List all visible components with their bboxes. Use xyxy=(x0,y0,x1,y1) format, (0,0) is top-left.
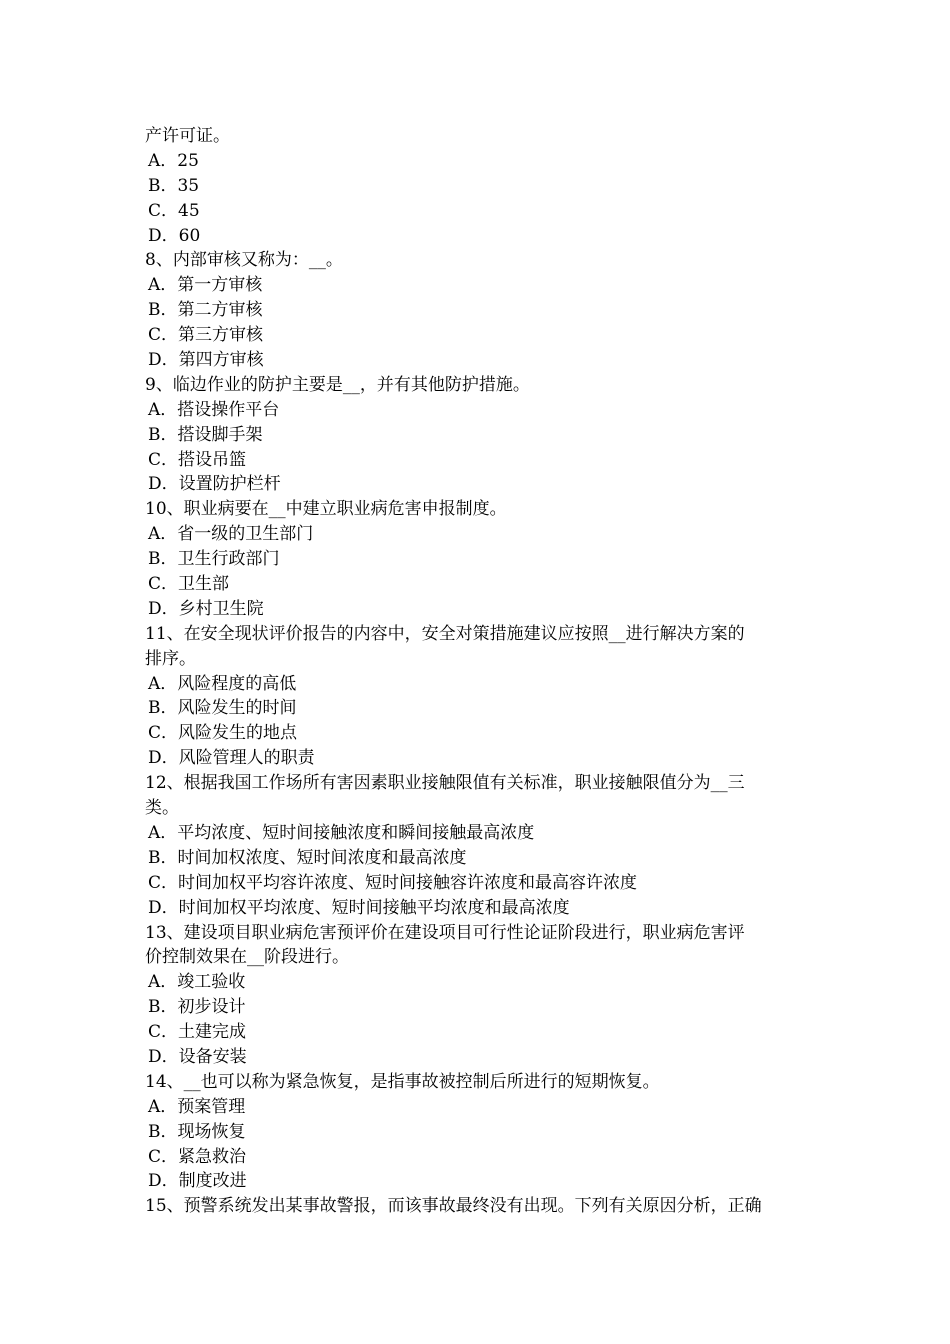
text-line: 类。 xyxy=(145,798,179,819)
answer-option: D．60 xyxy=(148,225,201,246)
question-text: 11、在安全现状评价报告的内容中，安全对策措施建议应按照__进行解决方案的 xyxy=(145,623,745,644)
question-text: 8、内部审核又称为：__。 xyxy=(145,250,343,271)
answer-option: D．乡村卫生院 xyxy=(148,598,264,619)
answer-option: B．搭设脚手架 xyxy=(148,424,263,445)
text-line: 排序。 xyxy=(145,648,196,669)
answer-option: B．时间加权浓度、短时间浓度和最高浓度 xyxy=(148,847,467,868)
answer-option: C．紧急救治 xyxy=(148,1146,247,1167)
answer-option: C．卫生部 xyxy=(148,574,230,595)
answer-option: B．初步设计 xyxy=(148,997,246,1018)
question-text: 15、预警系统发出某事故警报，而该事故最终没有出现。下列有关原因分析，正确 xyxy=(145,1196,762,1217)
document-body xyxy=(145,124,810,1219)
text-line: 产许可证。 xyxy=(145,126,230,146)
answer-option: A．搭设操作平台 xyxy=(148,399,280,420)
answer-option: C．45 xyxy=(148,200,200,221)
answer-option: B．卫生行政部门 xyxy=(148,549,280,570)
answer-option: C．搭设吊篮 xyxy=(148,449,247,470)
answer-option: C．第三方审核 xyxy=(148,325,264,346)
question-text: 10、职业病要在__中建立职业病危害申报制度。 xyxy=(145,499,507,520)
answer-option: D．时间加权平均浓度、短时间接触平均浓度和最高浓度 xyxy=(148,897,570,918)
answer-option: B．35 xyxy=(148,175,200,196)
answer-option: D．风险管理人的职责 xyxy=(148,748,315,769)
answer-option: D．设备安装 xyxy=(148,1046,247,1067)
answer-option: D．设置防护栏杆 xyxy=(148,474,281,495)
answer-option: B．现场恢复 xyxy=(148,1121,246,1142)
answer-option: D．制度改进 xyxy=(148,1171,247,1192)
question-text: 12、根据我国工作场所有害因素职业接触限值有关标准，职业接触限值分为__三 xyxy=(145,773,745,794)
answer-option: B．第二方审核 xyxy=(148,300,263,321)
text-line: 价控制效果在__阶段进行。 xyxy=(145,947,349,968)
answer-option: A．省一级的卫生部门 xyxy=(148,524,314,545)
answer-option: C．土建完成 xyxy=(148,1022,247,1043)
answer-option: A．竣工验收 xyxy=(148,972,246,993)
answer-option: A．风险程度的高低 xyxy=(148,673,297,694)
answer-option: C．时间加权平均容许浓度、短时间接触容许浓度和最高容许浓度 xyxy=(148,872,638,893)
answer-option: A．预案管理 xyxy=(148,1096,246,1117)
answer-option: A．平均浓度、短时间接触浓度和瞬间接触最高浓度 xyxy=(148,822,535,843)
answer-option: A．第一方审核 xyxy=(148,275,263,296)
question-text: 9、临边作业的防护主要是__，并有其他防护措施。 xyxy=(145,374,530,395)
answer-option: D．第四方审核 xyxy=(148,350,264,371)
answer-option: C．风险发生的地点 xyxy=(148,723,298,744)
answer-option: B．风险发生的时间 xyxy=(148,698,297,719)
question-text: 13、建设项目职业病危害预评价在建设项目可行性论证阶段进行，职业病危害评 xyxy=(145,922,745,943)
question-text: 14、__也可以称为紧急恢复，是指事故被控制后所进行的短期恢复。 xyxy=(145,1071,660,1092)
answer-option: A．25 xyxy=(148,150,199,171)
